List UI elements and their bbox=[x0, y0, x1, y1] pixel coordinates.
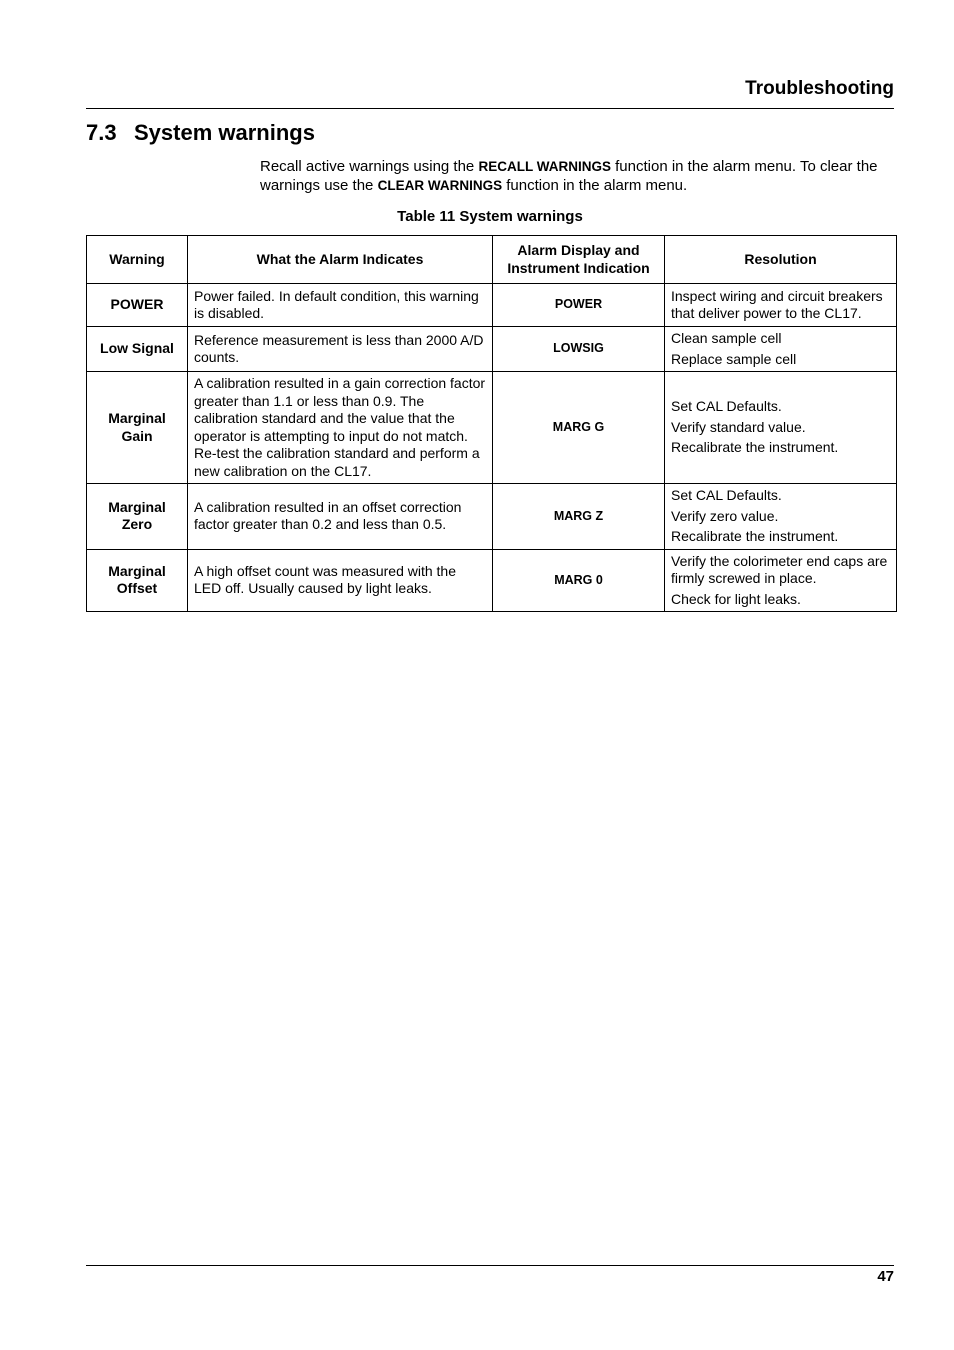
resolution-step: Set CAL Defaults. bbox=[671, 398, 782, 415]
display-cell: LOWSIG bbox=[493, 327, 665, 372]
resolution-step: Clean sample cell bbox=[671, 330, 782, 346]
indicates-cell: A calibration resulted in a gain correction factor greater than 1.1 or less than 0.9. The calibration standard and the value that the operator is attempting to input do not match. Re-test the calibration standard and perform a new calibration on the CL17. bbox=[188, 372, 493, 484]
recall-warnings-command: RECALL WARNINGS bbox=[478, 159, 611, 174]
warning-cell: Marginal Offset bbox=[87, 549, 188, 612]
resolution-cell bbox=[665, 549, 897, 612]
column-header-display: Alarm Display and Instrument Indication bbox=[493, 236, 665, 284]
resolution-cell bbox=[665, 284, 897, 327]
page-number: 47 bbox=[877, 1268, 894, 1285]
resolution-step: Replace sample cell bbox=[671, 350, 797, 367]
section-number: 7.3 bbox=[86, 120, 117, 145]
resolution-step: Inspect wiring and circuit breakers that deliver power to the CL17. bbox=[671, 287, 883, 321]
display-cell: POWER bbox=[493, 284, 665, 327]
table-row bbox=[87, 284, 897, 327]
warning-cell: Marginal Zero bbox=[87, 484, 188, 550]
clear-warnings-command: CLEAR WARNINGS bbox=[377, 178, 503, 193]
warning-cell: POWER bbox=[87, 284, 188, 327]
intro-paragraph bbox=[260, 157, 900, 195]
table-row bbox=[87, 372, 897, 484]
intro-text-3: function in the alarm menu. bbox=[502, 177, 688, 194]
footer-rule bbox=[86, 1265, 894, 1266]
header-rule bbox=[86, 108, 894, 109]
resolution-step: Recalibrate the instrument. bbox=[671, 439, 839, 456]
column-header-indicates: What the Alarm Indicates bbox=[188, 236, 493, 284]
display-cell: MARG Z bbox=[493, 484, 665, 550]
table-caption: Table 11 System warnings bbox=[397, 208, 583, 225]
system-warnings-table bbox=[86, 235, 897, 612]
indicates-cell: Reference measurement is less than 2000 A/D counts. bbox=[188, 327, 493, 372]
resolution-step: Set CAL Defaults. bbox=[671, 487, 782, 503]
resolution-step: Recalibrate the instrument. bbox=[671, 528, 839, 544]
running-header: Troubleshooting bbox=[745, 78, 894, 99]
table-row bbox=[87, 549, 897, 612]
resolution-step: Check for light leaks. bbox=[671, 590, 801, 607]
intro-text-2: function in the alarm menu. To clear the warnings use the bbox=[260, 158, 878, 194]
display-cell: MARG 0 bbox=[493, 549, 665, 612]
table-header-row bbox=[87, 236, 897, 284]
resolution-cell bbox=[665, 484, 897, 550]
table-row bbox=[87, 484, 897, 550]
intro-text-1: Recall active warnings using the bbox=[260, 158, 479, 175]
indicates-cell: A high offset count was measured with the LED off. Usually caused by light leaks. bbox=[188, 549, 493, 612]
table-row bbox=[87, 327, 897, 372]
column-header-resolution: Resolution bbox=[665, 236, 897, 284]
warning-cell: Marginal Gain bbox=[87, 372, 188, 484]
resolution-cell bbox=[665, 327, 897, 372]
section-title: System warnings bbox=[134, 120, 315, 145]
section-heading bbox=[86, 120, 315, 146]
resolution-cell bbox=[665, 372, 897, 484]
resolution-step: Verify the colorimeter end caps are firmly screwed in place. bbox=[671, 552, 888, 586]
column-header-warning: Warning bbox=[87, 236, 188, 284]
resolution-step: Verify standard value. bbox=[671, 418, 806, 435]
warning-cell: Low Signal bbox=[87, 327, 188, 372]
indicates-cell: Power failed. In default condition, this warning is disabled. bbox=[188, 284, 493, 327]
resolution-step: Verify zero value. bbox=[671, 507, 779, 524]
display-cell: MARG G bbox=[493, 372, 665, 484]
indicates-cell: A calibration resulted in an offset correction factor greater than 0.2 and less than 0.5. bbox=[188, 484, 493, 550]
